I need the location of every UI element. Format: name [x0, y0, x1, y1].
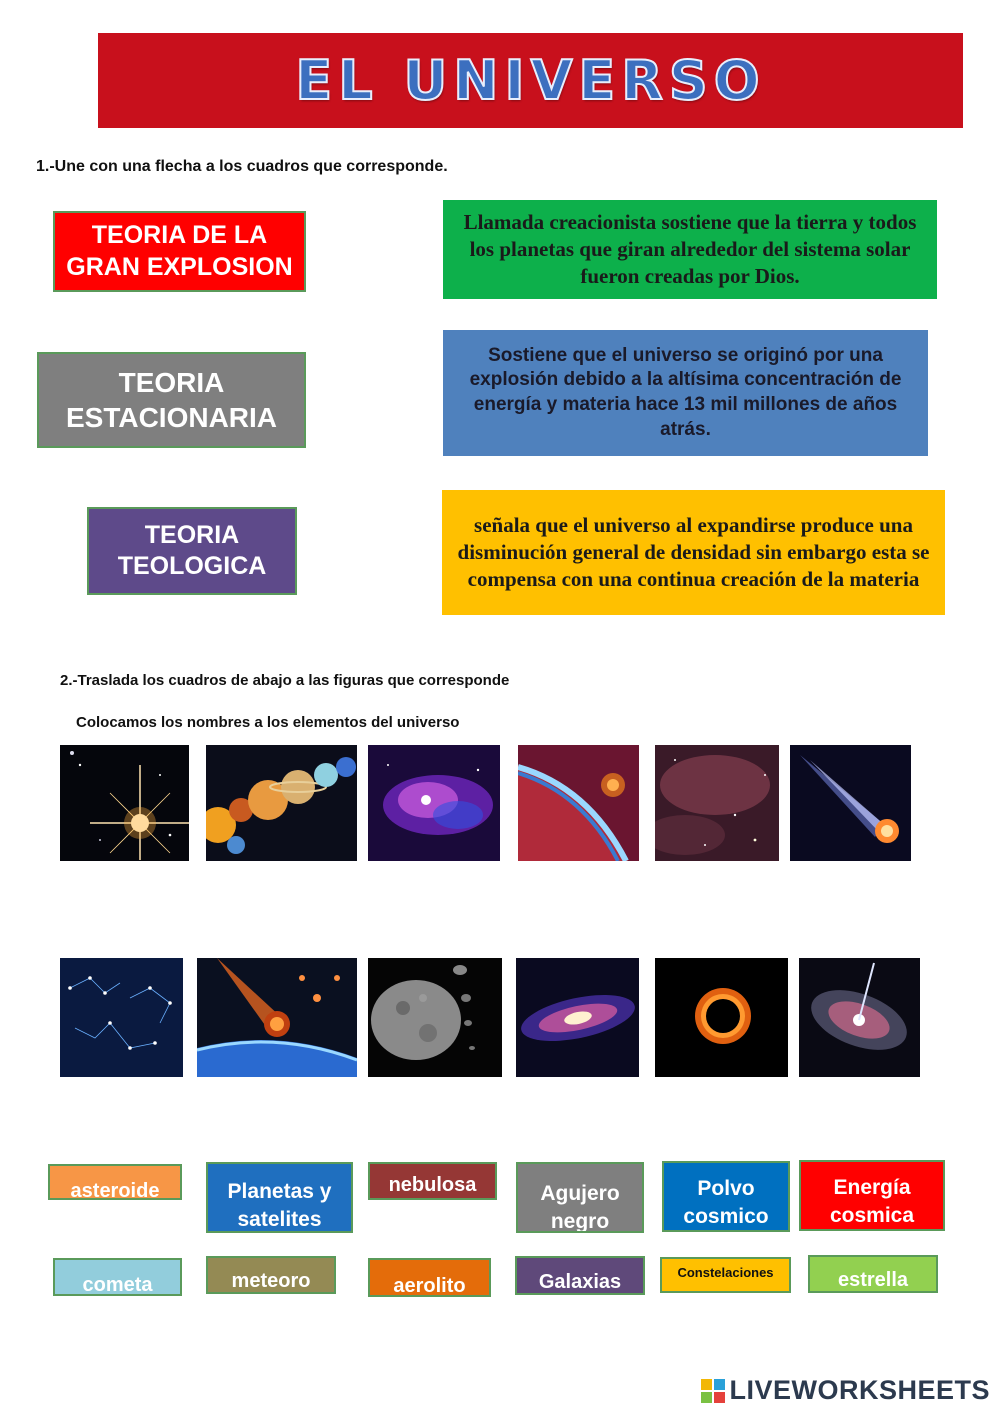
- tile-constelaciones[interactable]: [660, 1257, 791, 1293]
- planets-image[interactable]: [206, 745, 357, 861]
- tile-galaxias-label: Galaxias: [538, 1271, 622, 1293]
- page-title: EL UNIVERSO: [295, 49, 766, 112]
- tile-planetas-label: Planetas y satelites: [227, 1180, 332, 1231]
- logo-text: LIVEWORKSHEETS: [729, 1375, 990, 1405]
- asteroid-image[interactable]: [368, 958, 502, 1077]
- tile-energia-cosmica[interactable]: [799, 1160, 945, 1231]
- theory-theological-box[interactable]: [87, 507, 297, 595]
- tile-estrella[interactable]: [808, 1255, 938, 1293]
- theory-steady-state-label: TEORIA ESTACIONARIA: [65, 367, 278, 433]
- tile-cometa[interactable]: [53, 1258, 182, 1296]
- title-banner: [98, 33, 963, 128]
- tile-meteoro-label: meteoro: [231, 1270, 311, 1292]
- tile-polvo-cosmico[interactable]: [662, 1161, 790, 1232]
- tile-energia-label: Energía cosmica: [829, 1176, 915, 1227]
- meteor-image[interactable]: [197, 958, 357, 1077]
- description-stationary-text: señala que el universo al expandirse produce una disminución general de densidad sin embargo esta se compensa con una continua creación de la materia: [457, 512, 930, 592]
- theory-big-bang-box[interactable]: [53, 211, 306, 292]
- theory-steady-state-box[interactable]: [37, 352, 306, 448]
- instruction-2: 2.-Traslada los cuadros de abajo a las figuras que corresponde: [60, 672, 510, 689]
- tile-cometa-label: cometa: [82, 1274, 153, 1296]
- description-creationist-text: Llamada creacionista sostiene que la tierra y todos los planetas que giran alrededor del sistema solar fueron creadas por Dios.: [463, 209, 917, 289]
- tile-polvo-label: Polvo cosmico: [683, 1177, 769, 1228]
- star-image[interactable]: [60, 745, 189, 861]
- galaxy-image[interactable]: [516, 958, 639, 1077]
- description-stationary-box[interactable]: [442, 490, 945, 615]
- tile-estrella-label: estrella: [837, 1269, 909, 1291]
- tile-nebulosa[interactable]: [368, 1162, 497, 1200]
- tile-aerolito[interactable]: [368, 1258, 491, 1297]
- theory-theological-label: TEORIA TEOLOGICA: [117, 520, 267, 580]
- tile-asteroide-label: asteroide: [70, 1180, 160, 1200]
- subtitle-elements: Colocamos los nombres a los elementos del universo: [76, 714, 460, 731]
- constellations-image[interactable]: [60, 958, 183, 1077]
- logo-blocks-icon: [701, 1379, 725, 1403]
- theory-big-bang-label: TEORIA DE LA GRAN EXPLOSION: [66, 221, 293, 281]
- description-explosion-box[interactable]: [443, 330, 928, 456]
- tile-meteoro[interactable]: [206, 1256, 336, 1294]
- description-explosion-text: Sostiene que el universo se originó por una explosión debido a la altísima concentración de energía y materia hace 13 mil millones de años atrás.: [469, 344, 902, 440]
- tile-asteroide[interactable]: [48, 1164, 182, 1200]
- tile-planetas-y-satelites[interactable]: [206, 1162, 353, 1233]
- description-creationist-box[interactable]: [443, 200, 937, 299]
- black-hole-image[interactable]: [655, 958, 788, 1077]
- tile-constelaciones-label: Constelaciones: [677, 1264, 774, 1280]
- nebula-image[interactable]: [368, 745, 500, 861]
- tile-nebulosa-label: nebulosa: [388, 1174, 477, 1196]
- instruction-1: 1.-Une con una flecha a los cuadros que corresponde.: [36, 158, 448, 175]
- cosmic-dust-image[interactable]: [655, 745, 779, 861]
- tile-agujero-label: Agujero negro: [540, 1182, 620, 1233]
- tile-aerolito-label: aerolito: [393, 1275, 466, 1297]
- tile-galaxias[interactable]: [515, 1256, 645, 1295]
- liveworksheets-logo: [701, 1375, 990, 1406]
- comet-image[interactable]: [790, 745, 911, 861]
- cosmic-energy-image[interactable]: [799, 958, 920, 1077]
- tile-agujero-negro[interactable]: [516, 1162, 644, 1233]
- aerolite-image[interactable]: [518, 745, 639, 861]
